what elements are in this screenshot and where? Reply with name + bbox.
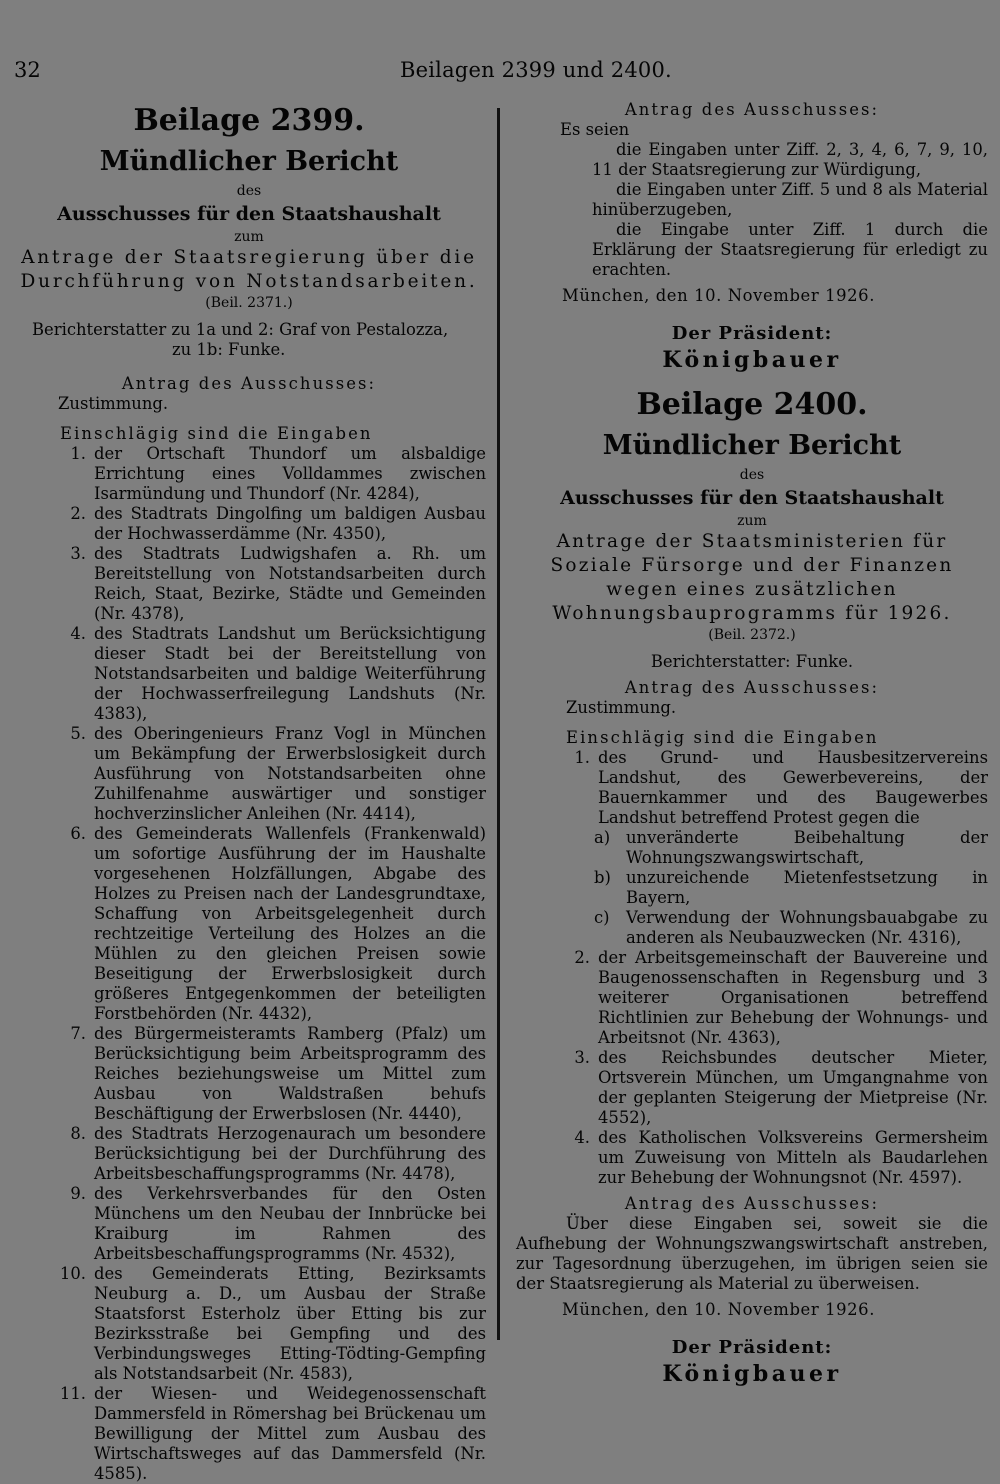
des-label: des	[739, 467, 765, 483]
president-label: Der Präsident:	[671, 323, 833, 344]
motion-line1: die Eingaben unter Ziff. 2, 3, 4, 6, 7, 9, 10, 11 der Staatsregierung zur Würdigung,	[592, 140, 988, 179]
beilage-2400-title: Beilage 2400.	[636, 387, 868, 422]
petitions-heading: Einschlägig sind die Eingaben	[60, 424, 373, 443]
list-item: 4. des Katholischen Volksvereins Germersheim um Zuweisung von Mitteln als Baudarlehen zur Behebung der Wohnungsnot (Nr. 4597).	[574, 1128, 988, 1187]
report-title: Mündlicher Bericht	[602, 430, 902, 461]
motion-line3: die Eingabe unter Ziff. 1 durch die Erklärung der Staatsregierung für erledigt zu erachten.	[592, 220, 988, 279]
date-signature: München, den 10. November 1926.	[562, 286, 876, 305]
list-item: 10. des Gemeinderats Etting, Bezirksamts Neuburg a. D., um Ausbau der Straße Staatsforst Esterholz über Etting bis zur Bezirksstraße bei Gempfing und des Verbindungsweges Etting-Tödting-Gempfing als Notstandsarbeit (Nr. 4583),	[59, 1264, 486, 1383]
motion-title: Antrage der Staatsministerien für Soziale Fürsorge und der Finanzen wegen eines zusätzlichen Wohnungsbauprogramms für 1926.	[550, 531, 954, 624]
sub-item: a) unveränderte Beibehaltung der Wohnungszwangswirtschaft,	[594, 828, 988, 867]
left-column	[12, 100, 486, 1484]
list-item: 4. des Stadtrats Landshut um Berücksichtigung dieser Stadt bei der Bereitstellung von Notstandsarbeiten und baldige Weiterführung der Hochwasserfreilegung Landshuts (Nr. 4383),	[70, 624, 486, 723]
zum-label: zum	[234, 229, 264, 245]
des-label: des	[236, 183, 262, 199]
list-item: 8. des Stadtrats Herzogenaurach um besondere Berücksichtigung bei der Durchführung des Arbeitsbeschaffungsprogramms (Nr. 4478),	[70, 1124, 486, 1183]
report-title: Mündlicher Bericht	[99, 146, 399, 177]
reporter	[32, 320, 486, 360]
list-item: 5. des Oberingenieurs Franz Vogl in München um Bekämpfung der Erwerbslosigkeit durch Ausführung von Notstandsarbeiten ohne Zuhilfenahme auswärtiger und sonstiger hochverzinslicher Anleihen (Nr. 4414),	[70, 724, 486, 823]
column-divider	[497, 108, 500, 1340]
running-head: Beilagen 2399 und 2400.	[400, 58, 672, 82]
president-label-2: Der Präsident:	[671, 1337, 833, 1358]
reference: (Beil. 2371.)	[205, 295, 293, 311]
list-item: 1. der Ortschaft Thundorf um alsbaldige Errichtung eines Volldammes zwischen Isarmündung und Thundorf (Nr. 4284),	[70, 444, 486, 503]
list-item: 1. des Grund- und Hausbesitzervereins Landshut, des Gewerbevereins, der Bauernkammer und des Baugewerbes Landshut betreffend Protest gegen die a) unveränderte Beibehaltung der Wohnungszwangswirtschaft, b) unzureichende Mietenfestsetzung in Bayern, c) Verwendung der Wohnungsbauabgabe zu anderen als Neubauzwecken (Nr. 4316),	[574, 748, 988, 947]
petition-list	[516, 748, 988, 1188]
president-name-2: Königbauer	[662, 1361, 842, 1387]
zum-label: zum	[737, 513, 767, 529]
date-signature-2: München, den 10. November 1926.	[562, 1300, 876, 1319]
motion-line2: die Eingaben unter Ziff. 5 und 8 als Material hinüberzugeben,	[592, 180, 988, 219]
beilage-2399-title: Beilage 2399.	[133, 103, 365, 138]
motion-heading-3: Antrag des Ausschusses:	[624, 1194, 880, 1213]
motion-text: Zustimmung.	[58, 394, 169, 413]
list-item: 7. des Bürgermeisteramts Ramberg (Pfalz) um Berücksichtigung beim Arbeitsprogramm des Reiches beziehungsweise um Mittel zum Ausbau von Waldstraßen behufs Beschäftigung der Erwerbslosen (Nr. 4440),	[70, 1024, 486, 1123]
petition-list	[12, 444, 486, 1484]
motion-heading: Antrag des Ausschusses:	[121, 374, 377, 393]
committee-name: Ausschusses für den Staatshaushalt	[560, 487, 944, 509]
list-item: 2. der Arbeitsgemeinschaft der Bauvereine und Baugenossenschaften in Regensburg und 3 weiterer Organisationen betreffend Richtlinien zur Behebung der Wohnungs- und Arbeitsnot (Nr. 4363),	[574, 948, 988, 1047]
list-item: 6. des Gemeinderats Wallenfels (Frankenwald) um sofortige Ausführung der im Haushalte vorgesehenen Holzfällungen, Abgabe des Holzes zu Preisen nach der Landesgrundtaxe, Schaffung von Arbeitsgelegenheit durch rechtzeitige Verteilung des Holzes an die Mühlen zu den gleichen Preisen sowie Beseitigung der Erwerbslosigkeit durch größeres Entgegenkommen der beteiligten Forstbehörden (Nr. 4432),	[70, 824, 486, 1023]
es-seien: Es seien	[560, 120, 630, 139]
right-column	[516, 100, 988, 1388]
list-item: 2. des Stadtrats Dingolfing um baldigen Ausbau der Hochwasserdämme (Nr. 4350),	[70, 504, 486, 543]
motion-heading-2: Antrag des Ausschusses:	[624, 678, 880, 697]
reference: (Beil. 2372.)	[708, 627, 796, 643]
reporter-line2: zu 1b: Funke.	[172, 340, 286, 359]
committee-name: Ausschusses für den Staatshaushalt	[57, 203, 441, 225]
motion-title-line2: Durchführung von Notstandsarbeiten.	[20, 271, 478, 292]
president-name: Königbauer	[662, 347, 842, 373]
petitions-heading: Einschlägig sind die Eingaben	[566, 728, 879, 747]
motion-title-line1: Antrage der Staatsregierung über die	[21, 247, 477, 268]
list-item: 3. des Stadtrats Ludwigshafen a. Rh. um Bereitstellung von Notstandsarbeiten durch Reich, Staat, Bezirke, Städte und Gemeinden (Nr. 4378),	[70, 544, 486, 623]
reporter: Berichterstatter: Funke.	[650, 652, 854, 671]
list-item: 9. des Verkehrsverbandes für den Osten Münchens um den Neubau der Innbrücke bei Kraiburg im Rahmen des Arbeitsbeschaffungsprogramms (Nr. 4532),	[70, 1184, 486, 1263]
page-number: 32	[14, 58, 41, 82]
sub-item: c) Verwendung der Wohnungsbauabgabe zu anderen als Neubauzwecken (Nr. 4316),	[594, 908, 988, 947]
motion-text-3: Über diese Eingaben sei, soweit sie die Aufhebung der Wohnungszwangswirtschaft anstreben, zur Tagesordnung überzugehen, im übrigen seien sie der Staatsregierung als Material zu überweisen.	[516, 1214, 988, 1293]
list-item: 11. der Wiesen- und Weidegenossenschaft Dammersfeld in Römershag bei Brückenau um Bewilligung der Mittel zum Ausbau des Wirtschaftsweges auf das Dammersfeld (Nr. 4585).	[59, 1384, 486, 1483]
motion-heading: Antrag des Ausschusses:	[624, 100, 880, 119]
reporter-line1: Berichterstatter zu 1a und 2: Graf von Pestalozza,	[32, 320, 449, 339]
motion-text-2: Zustimmung.	[566, 698, 677, 717]
sub-item: b) unzureichende Mietenfestsetzung in Bayern,	[594, 868, 988, 907]
list-item: 3. des Reichsbundes deutscher Mieter, Ortsverein München, um Umgangnahme von der geplanten Steigerung der Mietpreise (Nr. 4552),	[574, 1048, 988, 1127]
